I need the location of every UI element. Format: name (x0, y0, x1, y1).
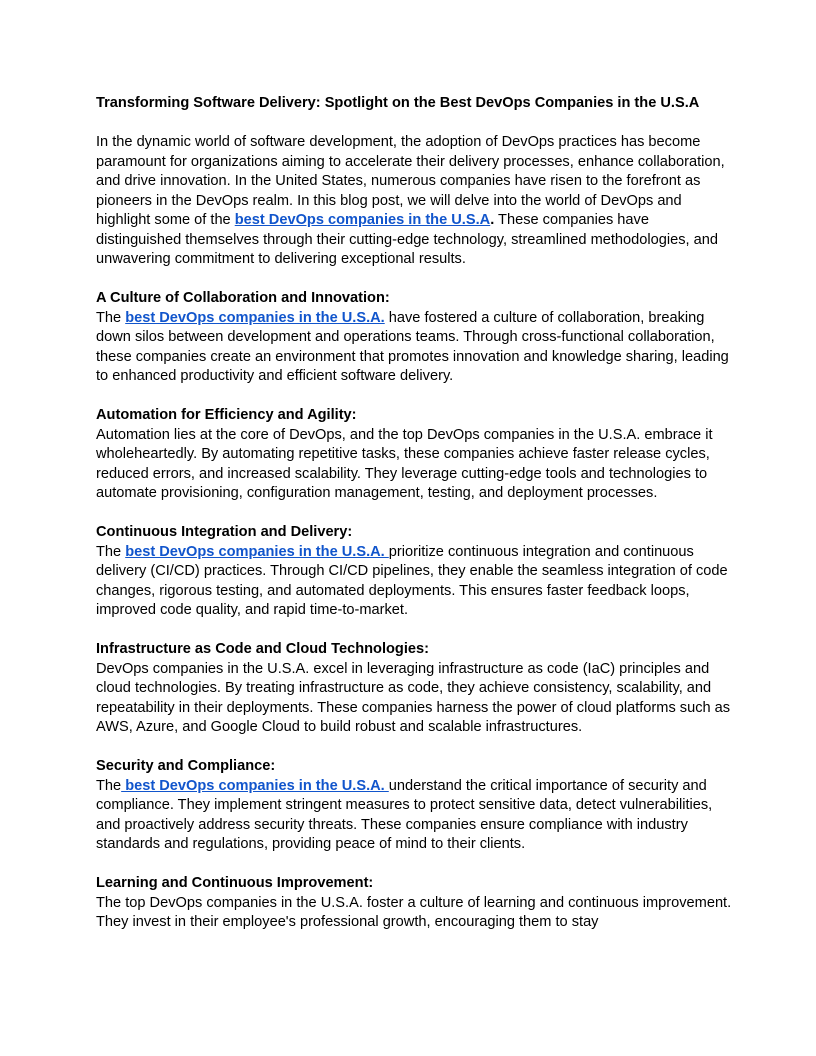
section-security (96, 757, 736, 855)
section-text-before: The (96, 777, 122, 794)
section-text-after: have fostered a culture of collaboration, breaking down silos between development and operations teams. Through cross-functional collaboration, these companies create an environment that promotes innovation and knowledge sharing, leading to enhanced productivity and efficient software delivery. (96, 309, 729, 384)
section-text-before: The (96, 309, 126, 326)
section-heading: Learning and Continuous Improvement: (96, 875, 374, 891)
section-heading: Continuous Integration and Delivery: (96, 524, 353, 540)
section-infrastructure (96, 640, 736, 738)
section-text-after: understand the critical importance of security and compliance. They implement stringent measures to protect sensitive data, detect vulnerabilities, and proactively address security threats. These companies ensure compliance with industry standards and regulations, providing peace of mind to their clients. (96, 777, 713, 852)
document-page (96, 94, 736, 952)
section-heading: Automation for Efficiency and Agility: (96, 407, 357, 423)
intro-link[interactable]: best DevOps companies in the U.S.A (234, 212, 491, 228)
section-link[interactable]: best DevOps companies in the U.S.A. (121, 777, 389, 794)
section-text: Automation lies at the core of DevOps, and the top DevOps companies in the U.S.A. embrace it wholeheartedly. By automating repetitive tasks, these companies achieve faster release cycles, reduced errors, and increased scalability. They leverage cutting-edge tools and technologies to automate provisioning, configuration management, testing, and deployment processes. (96, 426, 713, 501)
section-ci-cd (96, 523, 736, 621)
section-text: The top DevOps companies in the U.S.A. foster a culture of learning and continuous improvement. They invest in their employee's professional growth, encouraging them to stay (96, 894, 732, 930)
intro-paragraph (96, 133, 736, 270)
document-title: Transforming Software Delivery: Spotlight on the Best DevOps Companies in the U.S.A (96, 95, 700, 111)
section-heading: Security and Compliance: (96, 758, 276, 774)
section-text: DevOps companies in the U.S.A. excel in leveraging infrastructure as code (IaC) principles and cloud technologies. By treating infrastructure as code, they achieve consistency, scalability, and repeatability in their deployments. These companies harness the power of cloud platforms such as AWS, Azure, and Google Cloud to build robust and scalable infrastructures. (96, 660, 731, 735)
section-link[interactable]: best DevOps companies in the U.S.A. (125, 543, 389, 560)
section-text-after: prioritize continuous integration and continuous delivery (CI/CD) practices. Through CI/CD pipelines, they enable the seamless integration of code changes, rigorous testing, and automated deployments. This ensures faster feedback loops, improved code quality, and rapid time-to-market. (96, 543, 728, 618)
section-collaboration (96, 289, 736, 387)
intro-text-before: In the dynamic world of software development, the adoption of DevOps practices has become paramount for organizations aiming to accelerate their delivery processes, enhance collaboration, and drive innovation. In the United States, numerous companies have risen to the forefront as pioneers in the DevOps realm. In this blog post, we will delve into the world of DevOps and highlight some of the (96, 134, 725, 228)
section-text-before: The (96, 543, 126, 560)
section-link[interactable]: best DevOps companies in the U.S.A. (125, 309, 385, 326)
section-automation (96, 406, 736, 504)
section-learning (96, 874, 736, 933)
section-heading: Infrastructure as Code and Cloud Technologies: (96, 641, 429, 657)
section-heading: A Culture of Collaboration and Innovation: (96, 290, 390, 306)
intro-link-period: . (490, 212, 495, 228)
intro-text-after: These companies have distinguished themselves through their cutting-edge technology, streamlined methodologies, and unwavering commitment to delivering exceptional results. (96, 212, 718, 267)
